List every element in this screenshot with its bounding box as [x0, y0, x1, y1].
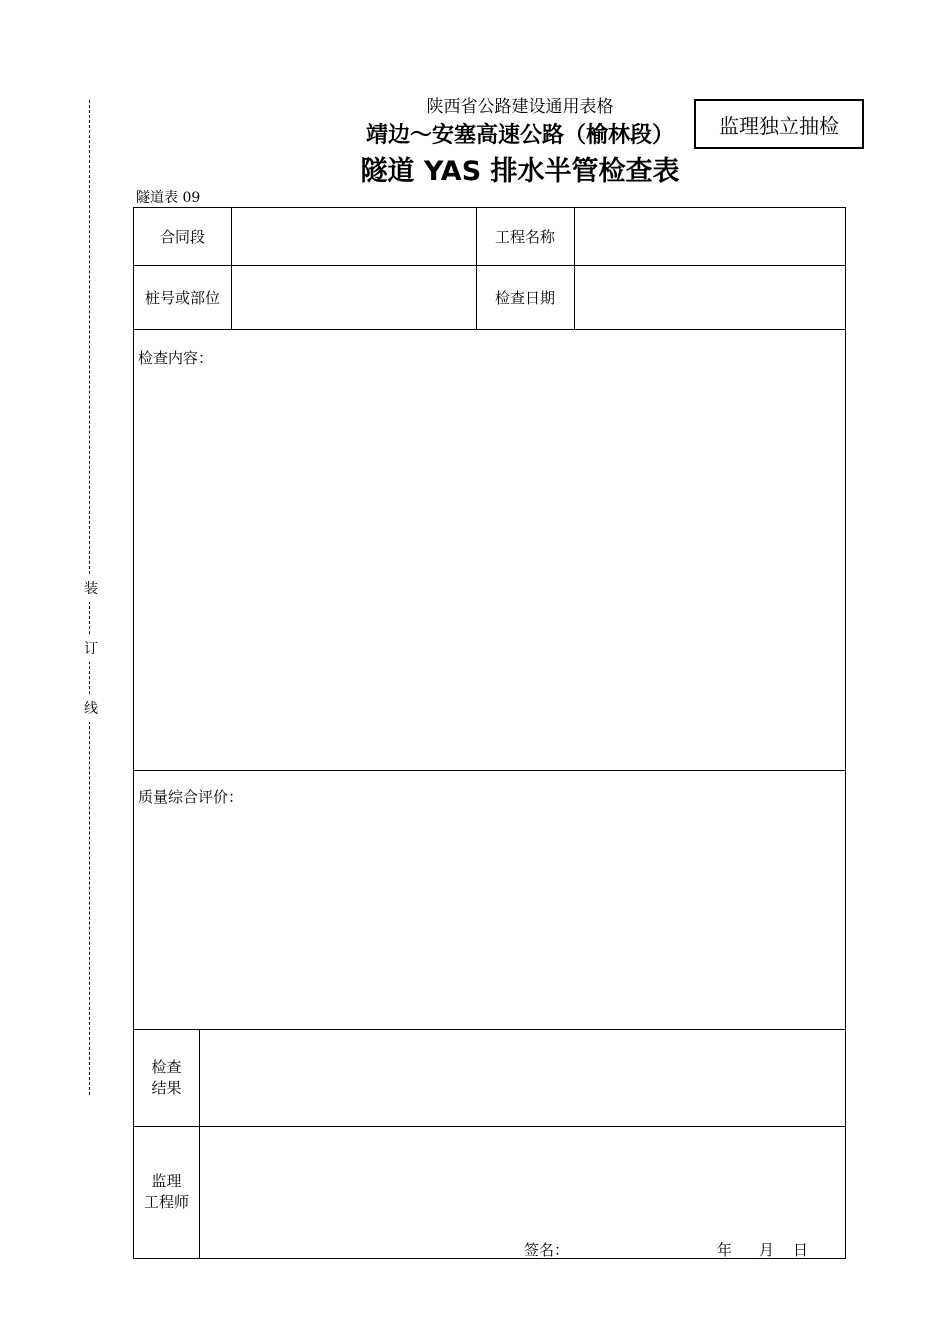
form-series-heading: 陕西省公路建设通用表格 [426, 97, 614, 117]
quality-evaluation-label: 质量综合评价： [138, 788, 244, 806]
binding-char-2: 订 [83, 636, 99, 662]
binding-char-3: 线 [83, 696, 99, 722]
supervising-engineer-label [134, 1126, 199, 1258]
supervising-engineer-label-line2: 工程师 [143, 1193, 189, 1211]
date-year-label: 年 [717, 1241, 733, 1259]
quality-evaluation-area[interactable] [134, 808, 845, 1028]
project-name-label: 工程名称 [494, 228, 555, 246]
station-field[interactable] [231, 265, 476, 329]
inspection-date-label: 检查日期 [494, 288, 555, 307]
signature-label: 签名： [524, 1241, 570, 1259]
inspection-form [133, 207, 846, 1259]
date-month-label: 月 [759, 1241, 775, 1259]
row-divider [134, 770, 845, 771]
project-name-field[interactable] [574, 208, 845, 265]
inspection-result-label-line2: 结果 [151, 1078, 182, 1097]
supervising-engineer-label-line1: 监理 [151, 1172, 182, 1190]
inspection-content-label: 检查内容： [138, 349, 214, 367]
form-code: 隧道表 09 [136, 190, 201, 206]
signature-field[interactable] [572, 1238, 712, 1258]
supervising-engineer-area[interactable] [200, 1127, 845, 1237]
contract-field[interactable] [231, 208, 476, 265]
project-heading: 靖边～安塞高速公路（榆林段） [365, 123, 674, 148]
inspection-result-label [134, 1029, 199, 1126]
row-divider [134, 329, 845, 330]
inspection-result-label-line1: 检查 [151, 1057, 182, 1076]
inspection-content-area[interactable] [134, 368, 845, 768]
date-day-label: 日 [793, 1241, 809, 1259]
inspection-result-area[interactable] [200, 1030, 845, 1125]
inspection-date-field[interactable] [574, 265, 845, 329]
station-label: 桩号或部位 [144, 288, 220, 307]
binding-char-1: 装 [83, 576, 99, 602]
inspection-type-stamp: 监理独立抽检 [694, 99, 864, 149]
contract-label: 合同段 [159, 228, 205, 246]
page-title: 隧道 YAS 排水半管检查表 [360, 156, 680, 187]
